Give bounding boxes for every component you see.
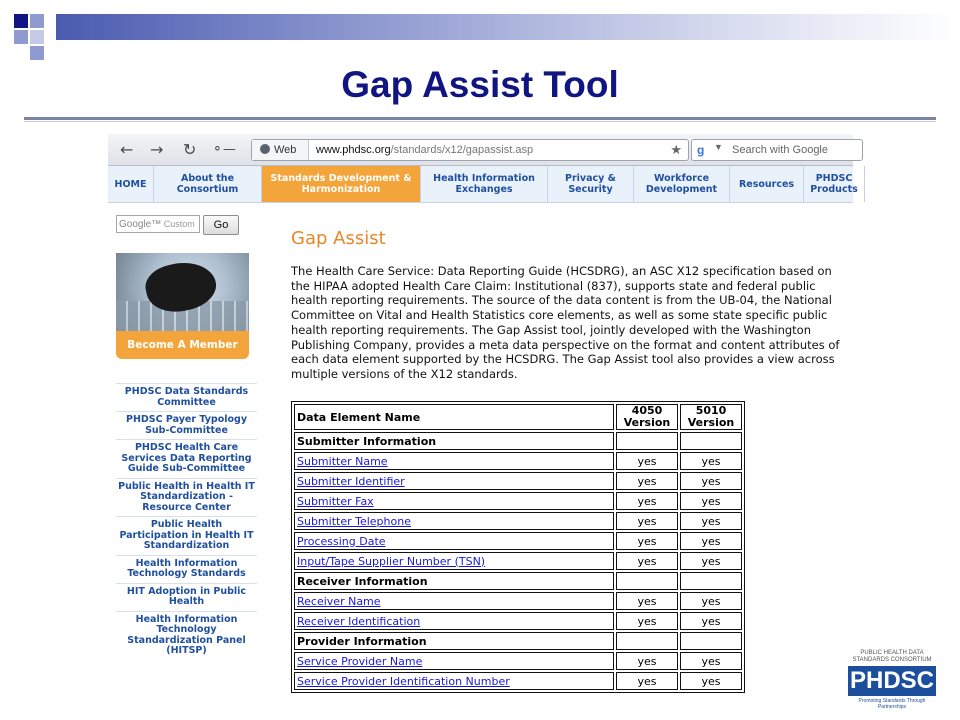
column-header-name: Data Element Name — [294, 404, 614, 430]
table-row — [294, 532, 742, 550]
column-header-5010: 5010 Version — [680, 404, 742, 430]
nav-workforce[interactable]: Workforce Development — [634, 166, 730, 202]
key-icon[interactable]: ⚬— — [212, 142, 236, 157]
url-text[interactable] — [316, 140, 533, 160]
title-divider — [24, 117, 936, 120]
sidebar-link[interactable]: Health Information Technology Standards — [116, 555, 257, 583]
version-5010-cell: yes — [680, 592, 742, 610]
keyboard-hand-image — [116, 253, 249, 331]
sidebar-link[interactable]: Public Health Participation in Health IT Standardization — [116, 516, 257, 555]
version-5010-cell — [680, 632, 742, 650]
version-4050-cell: yes — [616, 492, 678, 510]
version-5010-cell: yes — [680, 612, 742, 630]
nav-products[interactable]: PHDSC Products — [804, 166, 865, 202]
data-element-link[interactable]: Submitter Identifier — [294, 472, 614, 490]
address-bar[interactable] — [251, 139, 689, 161]
version-5010-cell: yes — [680, 492, 742, 510]
website-screenshot — [108, 134, 858, 688]
sidebar-link[interactable]: HIT Adoption in Public Health — [116, 583, 257, 611]
decor-square — [14, 14, 28, 28]
data-element-link[interactable]: Input/Tape Supplier Number (TSN) — [294, 552, 614, 570]
sidebar-link[interactable]: PHDSC Health Care Services Data Reporting Guide Sub-Committee — [116, 439, 257, 478]
decor-square — [30, 30, 44, 44]
version-4050-cell — [616, 432, 678, 450]
version-5010-cell: yes — [680, 552, 742, 570]
google-brand: Google™ — [119, 219, 162, 230]
table-row — [294, 652, 742, 670]
column-header-4050: 4050 Version — [616, 404, 678, 430]
web-identity-button[interactable] — [252, 140, 309, 160]
data-element-link[interactable]: Processing Date — [294, 532, 614, 550]
section-title: Receiver Information — [294, 572, 614, 590]
sidebar-link[interactable]: PHDSC Data Standards Committee — [116, 383, 257, 411]
data-element-link[interactable]: Service Provider Identification Number — [294, 672, 614, 690]
custom-search-placeholder: Custom — [163, 219, 195, 229]
logo-tagline: Promoting Standards Through Partnerships — [858, 698, 926, 710]
version-5010-cell: yes — [680, 532, 742, 550]
table-row — [294, 552, 742, 570]
table-row — [294, 452, 742, 470]
version-5010-cell: yes — [680, 652, 742, 670]
web-button-label: Web — [274, 144, 297, 156]
table-body — [294, 432, 742, 690]
search-engine-box[interactable] — [691, 139, 863, 161]
decor-square — [30, 46, 44, 60]
page-description: The Health Care Service: Data Reporting Guide (HCSDRG), an ASC X12 specification based on the HIPAA adopted Health Care Claim: Institutional (837), supports state and federal public health reporting requirements. The source of the data content is from the UB-04, the National Committee on Vital and Health Statistics core elements, as well as some state specific public health reporting requirements. The Gap Assist tool, jointly developed with the Washington Publishing Company, provides a meta data perspective on the format and content attributes of each data element supported by the HCSDRG. The Gap Assist tool also provides a view across multiple versions of the X12 standards. — [291, 264, 840, 381]
data-element-link[interactable]: Submitter Telephone — [294, 512, 614, 530]
sidebar — [108, 203, 259, 674]
data-element-link[interactable]: Submitter Name — [294, 452, 614, 470]
url-path: /standards/x12/gapassist.asp — [390, 144, 534, 156]
back-arrow-icon[interactable]: ← — [120, 140, 134, 159]
version-4050-cell: yes — [616, 532, 678, 550]
decor-gradient-bar — [56, 14, 956, 40]
version-5010-cell — [680, 572, 742, 590]
table-header-row — [294, 404, 742, 430]
version-5010-cell: yes — [680, 672, 742, 690]
forward-arrow-icon[interactable]: → — [150, 140, 164, 159]
sidebar-link[interactable]: PHDSC Payer Typology Sub-Committee — [116, 411, 257, 439]
reload-icon[interactable]: ↻ — [183, 140, 197, 159]
decor-square — [14, 30, 28, 44]
version-5010-cell — [680, 432, 742, 450]
table-row — [294, 612, 742, 630]
nav-hie[interactable]: Health Information Exchanges — [421, 166, 548, 202]
sidebar-link[interactable]: Public Health in Health IT Standardization - Resource Center — [116, 478, 257, 517]
version-4050-cell: yes — [616, 652, 678, 670]
site-navigation — [108, 166, 858, 203]
table-row — [294, 512, 742, 530]
version-5010-cell: yes — [680, 512, 742, 530]
phdsc-logo — [846, 650, 938, 710]
table-row — [294, 592, 742, 610]
title-divider-shadow — [24, 121, 936, 122]
version-4050-cell: yes — [616, 612, 678, 630]
nav-about[interactable]: About the Consortium — [154, 166, 262, 202]
version-4050-cell — [616, 572, 678, 590]
nav-resources[interactable]: Resources — [730, 166, 804, 202]
table-section-row — [294, 632, 742, 650]
logo-mark: PHDSC — [849, 667, 934, 694]
become-member-banner[interactable] — [116, 253, 249, 359]
table-section-row — [294, 432, 742, 450]
sidebar-links — [116, 383, 257, 660]
become-member-button[interactable]: Become A Member — [116, 331, 249, 359]
data-element-link[interactable]: Submitter Fax — [294, 492, 614, 510]
go-button[interactable]: Go — [203, 215, 239, 235]
decor-square — [30, 14, 44, 28]
version-5010-cell: yes — [680, 452, 742, 470]
table-row — [294, 672, 742, 690]
section-title: Provider Information — [294, 632, 614, 650]
version-4050-cell: yes — [616, 472, 678, 490]
page-heading: Gap Assist — [291, 228, 386, 249]
table-section-row — [294, 572, 742, 590]
bookmark-star-icon[interactable]: ★ — [670, 142, 682, 157]
url-domain: www.phdsc.org — [316, 144, 391, 156]
data-element-link[interactable]: Receiver Identification — [294, 612, 614, 630]
gap-assist-table — [291, 401, 745, 693]
data-element-link[interactable]: Receiver Name — [294, 592, 614, 610]
data-element-link[interactable]: Service Provider Name — [294, 652, 614, 670]
section-title: Submitter Information — [294, 432, 614, 450]
version-4050-cell: yes — [616, 672, 678, 690]
version-4050-cell: yes — [616, 592, 678, 610]
version-4050-cell: yes — [616, 452, 678, 470]
version-5010-cell: yes — [680, 472, 742, 490]
google-icon[interactable]: g — [697, 143, 705, 157]
globe-icon — [260, 144, 270, 154]
nav-privacy[interactable]: Privacy & Security — [548, 166, 634, 202]
table-row — [294, 472, 742, 490]
slide-title: Gap Assist Tool — [341, 64, 619, 105]
search-input[interactable]: Search with Google — [732, 144, 828, 156]
version-4050-cell: yes — [616, 552, 678, 570]
version-4050-cell — [616, 632, 678, 650]
custom-search-input[interactable] — [116, 215, 200, 233]
logo-org-name: PUBLIC HEALTH DATA STANDARDS CONSORTIUM — [852, 650, 932, 663]
browser-toolbar — [108, 134, 853, 166]
chevron-down-icon[interactable]: ▼ — [714, 142, 723, 152]
table-row — [294, 492, 742, 510]
sidebar-link[interactable]: Health Information Technology Standardization Panel (HITSP) — [116, 611, 257, 660]
nav-home[interactable]: HOME — [108, 166, 154, 202]
nav-standards[interactable]: Standards Development & Harmonization — [262, 166, 421, 202]
version-4050-cell: yes — [616, 512, 678, 530]
